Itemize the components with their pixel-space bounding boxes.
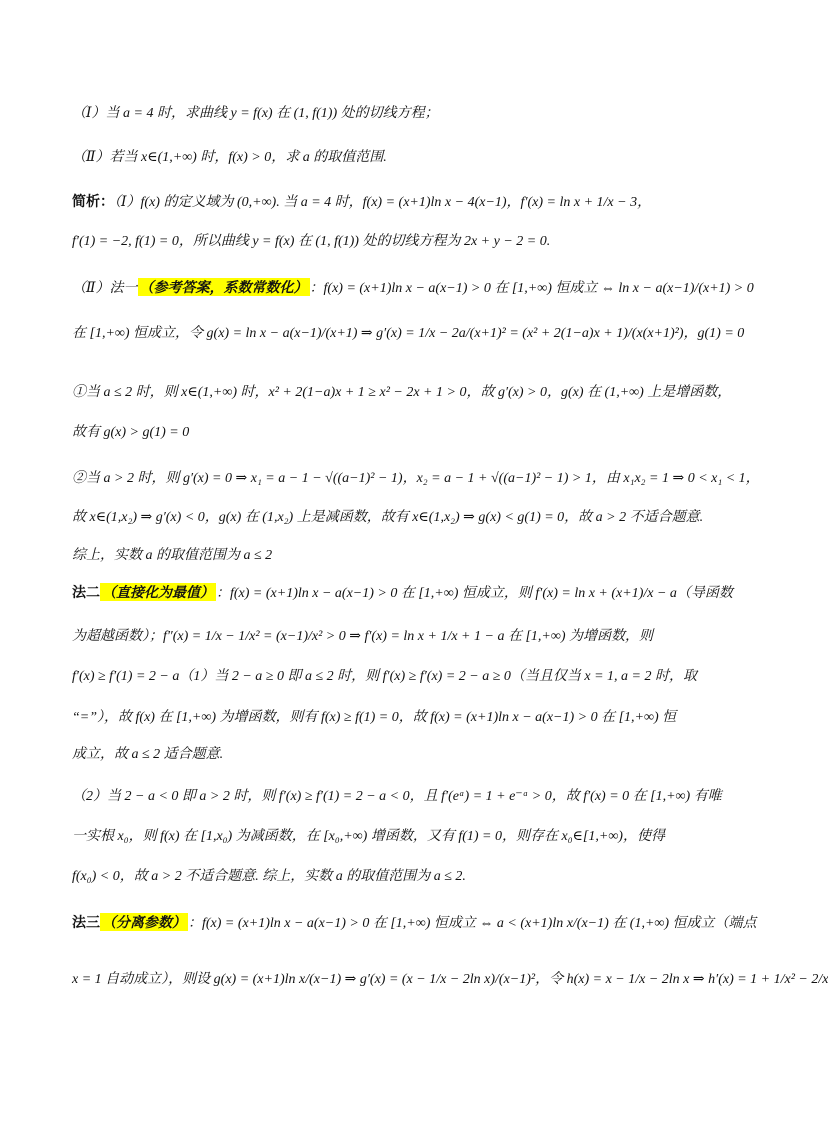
method-3-header [72,912,757,934]
method-2-case2 [72,787,724,807]
text: ：f(x) = (x+1)ln x − a(x−1) > 0 在 [1,+∞) 恒成立，则 f′(x) = ln x + (x+1)/x − a（导函数 [216,586,733,601]
method-2-line4 [72,708,724,728]
method-1-conclusion [72,546,724,566]
method-3-highlight: （分离参数） [102,914,186,930]
text: （2）当 2 − a < 0 即 a > 2 时，则 f′(x) ≥ f′(1) = 2 − a < 0，且 f′(eᵃ) = 1 + e⁻ᵃ > 0，故 f′(x) = 0 在 [1,+∞) 有唯 [72,789,722,804]
method-2-case2-line2 [72,827,724,847]
text: （Ⅰ）当 a = 4 时，求曲线 y = f(x) 在 (1, f(1)) 处的切线方程； [72,106,439,121]
label-jianxi: 简析： [72,193,114,209]
text: 为超越函数）；f″(x) = 1/x − 1/x² = (x−1)/x² > 0 ⇒ f′(x) = ln x + 1/x + 1 − a 在 [1,+∞) 为增函数，则 [72,629,653,644]
problem-part-2 [72,148,724,168]
method-1-case1-line2 [72,423,724,443]
method-1-header [72,277,754,299]
method-2-line5 [72,745,724,765]
method-1-case2-line2 [72,508,724,528]
problem-part-1 [72,104,724,124]
text: x = 1 自动成立），则设 g(x) = (x+1)ln x/(x−1) ⇒ g′(x) = (x − 1/x − 2ln x)/(x−1)²，令 h(x) = x − 1/x − 2ln x ⇒ h′(x) = 1 + 1/x² − 2/x [72,972,828,987]
text: ：f(x) = (x+1)ln x − a(x−1) > 0 在 [1,+∞) 恒成立 ⇔ a < (x+1)ln x/(x−1) 在 (1,+∞) 恒成立（端点 [188,916,757,931]
text: 在 [1,+∞) 恒成立，令 g(x) = ln x − a(x−1)/(x+1) ⇒ g′(x) = 1/x − 2a/(x+1)² = (x² + 2(1−a)x + 1)/(x(x+1)²)，g(1) = 0 [72,326,745,341]
method-3-line2 [72,970,828,990]
method-2-line2 [72,627,724,647]
method-2-conclusion [72,867,724,887]
method-2-line3 [72,667,724,687]
method-2-header [72,582,733,604]
solution-part-1-line2 [72,232,724,252]
method-1-case1 [72,383,732,403]
text: 一实根 x₀，则 f(x) 在 [1,x₀) 为减函数，在 [x₀,+∞) 增函数，又有 f(1) = 0，则存在 x₀∈[1,+∞)，使得 [72,829,665,844]
method-2-label: 法二 [72,584,100,600]
text: 成立，故 a ≤ 2 适合题意. [72,747,224,762]
text: （Ⅰ）f(x) 的定义域为 (0,+∞). 当 a = 4 时，f(x) = (x+1)ln x − 4(x−1)，f′(x) = ln x + 1/x − 3， [114,195,652,210]
text: f′(x) ≥ f′(1) = 2 − a（1）当 2 − a ≥ 0 即 a ≤ 2 时，则 f′(x) ≥ f′(x) = 2 − a ≥ 0（当且仅当 x = 1, a = 2 时，取 [72,669,698,684]
method-1-label: （Ⅱ）法一 [72,281,138,296]
text: 故有 g(x) > g(1) = 0 [72,425,190,440]
text: ：f(x) = (x+1)ln x − a(x−1) > 0 在 [1,+∞) 恒成立 ⇔ ln x − a(x−1)/(x+1) > 0 [309,281,754,296]
text: “=”），故 f(x) 在 [1,+∞) 为增函数，则有 f(x) ≥ f(1) = 0，故 f(x) = (x+1)ln x − a(x−1) > 0 在 [1,+∞) 恒 [72,710,677,725]
text: f(x₀) < 0，故 a > 2 不适合题意. 综上，实数 a 的取值范围为 a ≤ 2. [72,869,466,884]
method-3-label: 法三 [72,914,100,930]
text: 综上，实数 a 的取值范围为 a ≤ 2 [72,548,273,563]
method-1-line2 [72,324,745,344]
text: f′(1) = −2, f(1) = 0，所以曲线 y = f(x) 在 (1, f(1)) 处的切线方程为 2x + y − 2 = 0. [72,234,551,249]
text: ①当 a ≤ 2 时，则 x∈(1,+∞) 时，x² + 2(1−a)x + 1 ≥ x² − 2x + 1 > 0，故 g′(x) > 0，g(x) 在 (1,+∞) 上是增函数， [72,385,732,400]
text: （Ⅱ）若当 x∈(1,+∞) 时，f(x) > 0，求 a 的取值范围. [72,150,387,165]
solution-part-1 [72,191,724,213]
text: ②当 a > 2 时，则 g′(x) = 0 ⇒ x₁ = a − 1 − √((a−1)² − 1)，x₂ = a − 1 + √((a−1)² − 1) > 1，由 x₁x₂ = 1 ⇒ 0 < x₁ < 1， [72,471,760,486]
method-1-case2 [72,469,760,489]
text: 故 x∈(1,x₂) ⇒ g′(x) < 0，g(x) 在 (1,x₂) 上是减函数，故有 x∈(1,x₂) ⇒ g(x) < g(1) = 0，故 a > 2 不适合题意. [72,510,704,525]
method-1-highlight: （参考答案，系数常数化） [139,279,308,295]
method-2-highlight: （直接化为最值） [102,584,214,600]
